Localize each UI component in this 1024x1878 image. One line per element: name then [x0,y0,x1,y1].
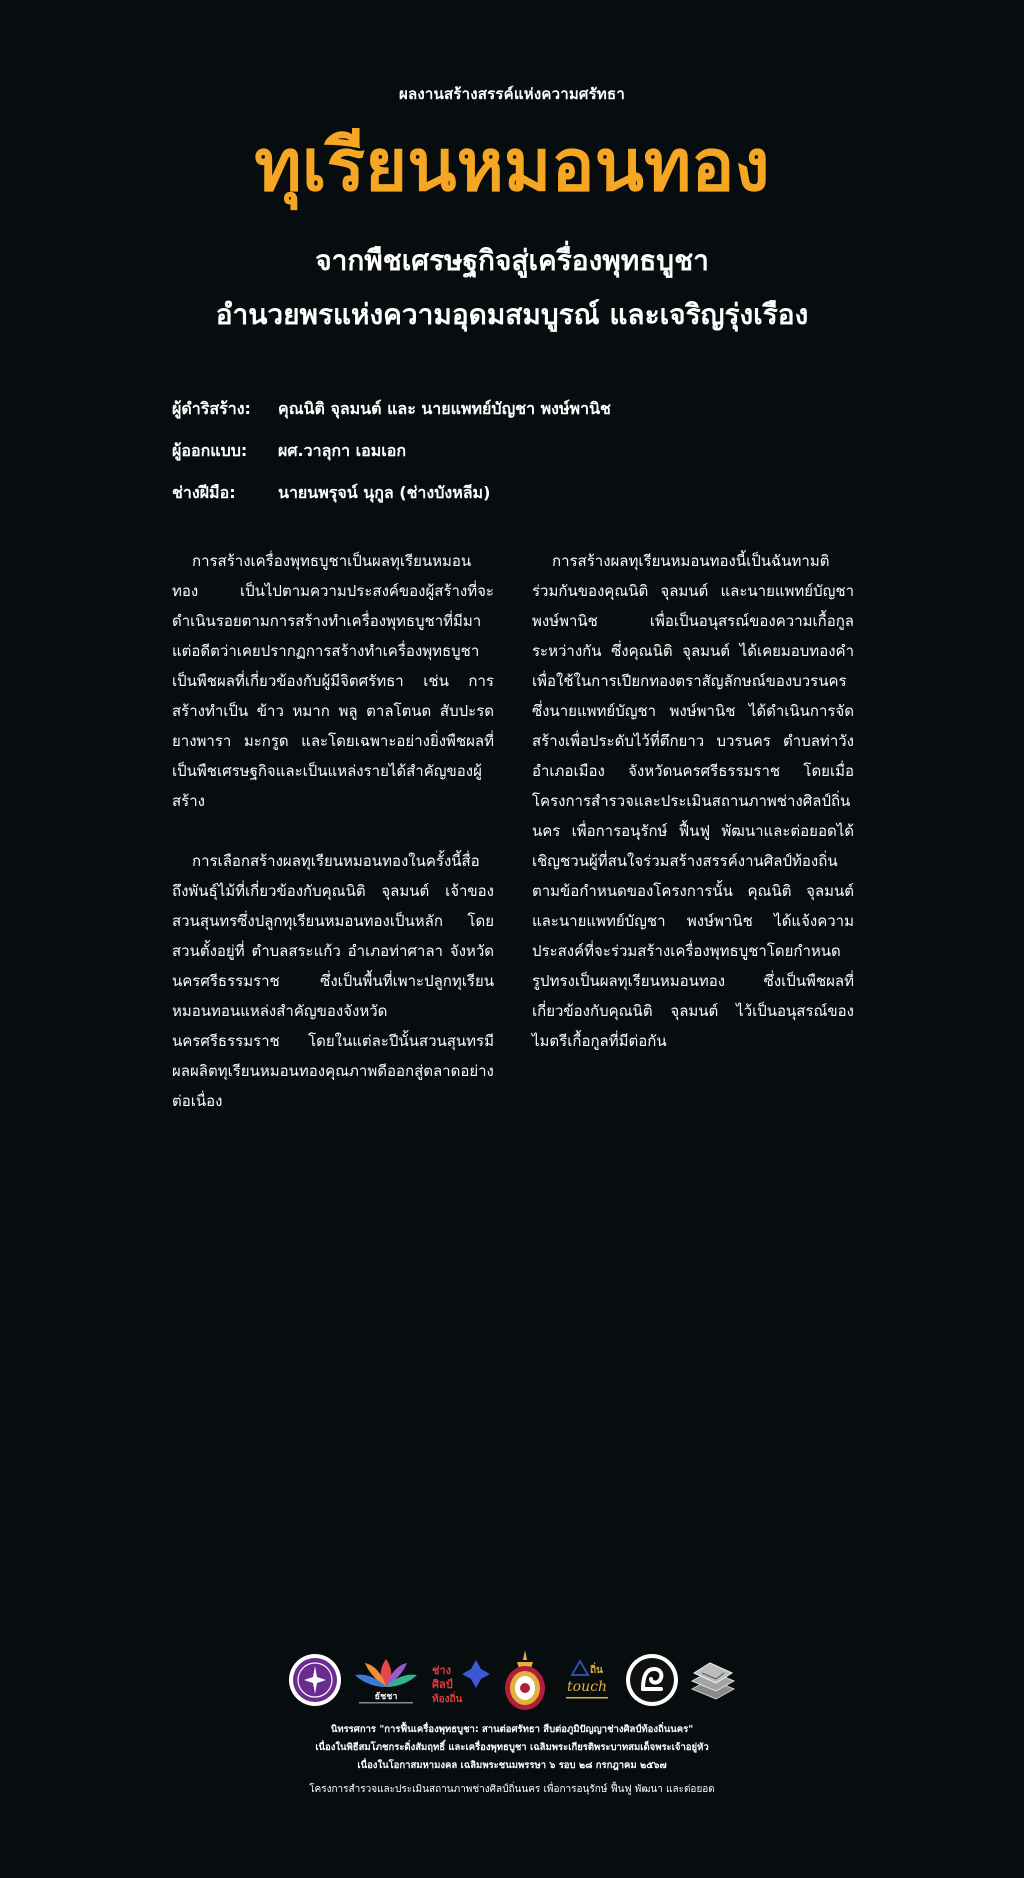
svg-text:ช่าง: ช่าง [432,1664,452,1677]
footer-project-line: โครงการสำรวจและประเมินสถานภาพช่างศิลป์ถิ่นนคร เพื่อการอนุรักษ์ ฟื้นฟู พัฒนา และต่อยอด [309,1784,715,1795]
body-paragraph: การสร้างเครื่องพุทธบูชาเป็นผลทุเรียนหมอนทอง เป็นไปตามความประสงค์ของผู้สร้างที่จะดำเนินรอยตามการสร้างทำเครื่องพุทธบูชาที่มีมาแต่อดีตว่าเคยปรากฏการสร้างทำเครื่องพุทธบูชาเป็นพืชผลที่เกี่ยวข้องกับผู้มีจิตศรัทธา เช่น การสร้างทำเป็น ข้าว หมาก พลู ตาลโตนด สับปะรด ยางพารา มะกรูด และโดยเฉพาะอย่างยิ่งพืชผลที่เป็นพืชเศรษฐกิจและเป็นแหล่งรายได้สำคัญของผู้สร้าง [172,552,494,810]
touch-logo-text: touch [567,1679,607,1695]
credit-label: ช่างฝีมือ: [172,482,236,502]
credit-row-designer [172,430,872,472]
sponsor-logos [288,1648,738,1712]
svg-text:ท้องถิ่น: ท้องถิ่น [432,1694,463,1705]
credit-value: นายนพรุจน์ นุกูล (ช่างบังหลีม) [278,482,491,502]
body-paragraph: การสร้างผลทุเรียนหมอนทองนี้เป็นฉันทามติร่วมกันของคุณนิติ จุลมนต์ และนายแพทย์บัญชา พงษ์พานิช เพื่อเป็นอนุสรณ์ของความเกื้อกูลระหว่างกัน ซึ่งคุณนิติ จุลมนต์ ได้เคยมอบทองคำเพื่อใช้ในการเปียกทองตราสัญลักษณ์ของบวรนคร ซึ่งนายแพทย์บัญชา พงษ์พานิช ได้ดำเนินการจัดสร้างเพื่อประดับไว้ที่ตึกยาว บวรนคร ตำบลท่าวัง อำเภอเมือง จังหวัดนครศรีธรรมราช โดยเมื่อโครงการสำรวจและประเมินสถานภาพช่างศิลป์ถิ่นนคร เพื่อการอนุรักษ์ ฟื้นฟู พัฒนาและต่อยอดได้เชิญชวนผู้ที่สนใจร่วมสร้างสรรค์งานศิลป์ท้องถิ่นตามข้อกำหนดของโครงการนั้น คุณนิติ จุลมนต์และนายแพทย์บัญชา พงษ์พานิช ได้แจ้งความประสงค์ที่จะร่วมสร้างเครื่องพุทธบูชาโดยกำหนดรูปทรงเป็นผลทุเรียนหมอนทอง ซึ่งเป็นพืชผลที่เกี่ยวข้องกับคุณนิติ จุลมนต์ ไว้เป็นอนุสรณ์ของไมตรีเกื้อกูลที่มีต่อกัน [532,552,854,1050]
footer-line-1: นิทรรศการ "การฟื้นเครื่องพุทธบูชา: สานต่อศรัทธา สืบต่อภูมิปัญญาช่างศิลป์ท้องถิ่นนคร" [330,1724,694,1735]
credits-block [172,388,872,514]
circle-emblem-icon [625,1653,679,1707]
credit-row-craftsman [172,472,872,514]
footer-line-3: เนื่องในโอกาสมหามงคล เฉลิมพระชนมพรรษา ๖ รอบ ๒๘ กรกฎาคม ๒๕๖๗ [357,1760,667,1771]
credit-value: คุณนิติ จุลมนต์ และ นายแพทย์บัญชา พงษ์พานิช [278,398,611,418]
exhibition-kicker: ผลงานสร้างสรรค์แห่งความศรัทธา [399,85,625,103]
credit-value: ผศ.วาลุกา เอมเอก [278,440,407,460]
body-paragraph: การเลือกสร้างผลทุเรียนหมอนทองในครั้งนี้สื่อถึงพันธุ์ไม้ที่เกี่ยวข้องกับคุณนิติ จุลมนต์ เจ้าของสวนสุนทรซึ่งปลูกทุเรียนหมอนทองเป็นหลัก โดยสวนตั้งอยู่ที่ ตำบลสระแก้ว อำเภอท่าศาลา จังหวัดนครศรีธรรมราช ซึ่งเป็นพื้นที่เพาะปลูกทุเรียนหมอนทอนแหล่งสำคัญของจังหวัดนครศรีธรรมราช โดยในแต่ละปีนั้นสวนสุนทรมีผลผลิตทุเรียนหมอนทองคุณภาพดีออกสู่ตลาดอย่างต่อเนื่อง [172,852,494,1110]
university-seal-icon [288,1653,342,1707]
local-craft-logo-icon [430,1652,492,1708]
subtitle-line-2: อำนวยพรแห่งความอุดมสมบูรณ์ และเจริญรุ่งเรือง [215,298,809,331]
body-column-left [172,546,494,1116]
svg-text:ศิลป์: ศิลป์ [432,1678,453,1691]
lotus-logo-text: ธัชชา [374,1692,398,1702]
page-title: ทุเรียนหมอนทอง [254,123,770,207]
credit-row-initiator [172,388,872,430]
subtitle-line-1: จากพืชเศรษฐกิจสู่เครื่องพุทธบูชา [315,244,709,277]
book-stack-icon [688,1655,738,1705]
credit-label: ผู้ดำริสร้าง: [172,398,251,418]
body-column-right [532,546,854,1056]
royal-emblem-icon [501,1648,549,1712]
footer-line-2: เนื่องในพิธีสมโภชกระดิ่งสัมฤทธิ์ และเครื่องพุทธบูชา เฉลิมพระเกียรติพระบาทสมเด็จพระเจ้าอยู่หัว [315,1742,709,1753]
svg-text:ถิ่น: ถิ่น [590,1665,603,1676]
credit-label: ผู้ออกแบบ: [172,440,248,460]
lotus-logo-icon [351,1653,421,1707]
touch-logo-icon [558,1653,616,1707]
